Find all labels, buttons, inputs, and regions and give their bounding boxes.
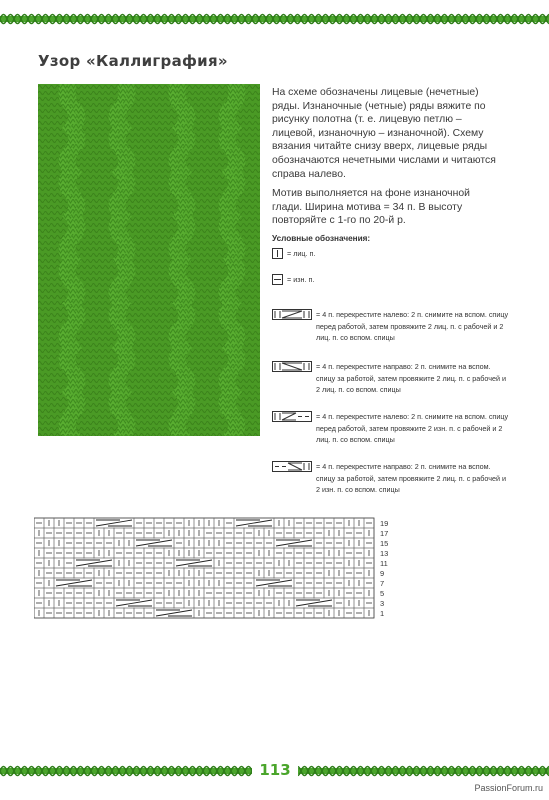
legend-item-cable-right-purl bbox=[272, 461, 511, 496]
row-number: 17 bbox=[380, 529, 389, 538]
cable-4-left-purl-icon bbox=[272, 411, 312, 422]
legend-text: = 4 п. перекрестите направо: 2 п. снимите на вспом. спицу за работой, затем провяжите 2 лиц. п. с рабочей и 2 лиц. п. со вспом. спицы bbox=[316, 362, 507, 394]
row-number: 7 bbox=[380, 579, 385, 588]
knitting-chart bbox=[34, 516, 404, 629]
row-number: 9 bbox=[380, 569, 385, 578]
row-number: 19 bbox=[380, 519, 389, 528]
cable-4-right-knit-icon bbox=[272, 361, 312, 372]
legend-item-cable-right-knit bbox=[272, 361, 511, 396]
row-number: 3 bbox=[380, 599, 385, 608]
knit-stitch-symbol bbox=[272, 248, 283, 259]
legend-text: = 4 п. перекрестите налево: 2 п. снимите на вспом. спицу перед работой, затем провяжите 2 лиц. п. с рабочей и 2 лиц. п. со вспом. спицы bbox=[316, 310, 509, 342]
row-number: 5 bbox=[380, 589, 385, 598]
legend-item-cable-left-purl bbox=[272, 411, 511, 446]
cable-4-left-knit-icon bbox=[272, 309, 312, 320]
legend-title: Условные обозначения: bbox=[272, 234, 371, 243]
pattern-description bbox=[272, 86, 502, 234]
top-decorative-border bbox=[0, 8, 549, 30]
row-number: 1 bbox=[380, 609, 385, 618]
page-title: Узор «Каллиграфия» bbox=[38, 52, 228, 70]
row-number: 13 bbox=[380, 549, 389, 558]
legend-item-knit bbox=[272, 248, 482, 260]
page-number: 113 bbox=[252, 760, 298, 780]
knitting-chart-grid bbox=[34, 516, 404, 624]
legend-text: = изн. п. bbox=[287, 275, 315, 284]
legend-text: = лиц. п. bbox=[287, 249, 316, 258]
watermark: PassionForum.ru bbox=[474, 783, 543, 793]
legend-item-purl bbox=[272, 274, 482, 286]
description-paragraph: На схеме обозначены лицевые (нечетные) ряды. Изнаночные (четные) ряды вяжите по рисунку полотна (т. е. лицевую петлю – лицевой, изнаночную – изнаночной). Схему вязания читайте снизу вверх, лицевые ряды обозначаются нечетными числами и читаются справа налево. bbox=[272, 87, 496, 180]
row-number: 11 bbox=[380, 559, 388, 568]
legend-text: = 4 п. перекрестите направо: 2 п. снимите на вспом. спицу за работой, затем провяжите 2 лиц. п. с рабочей и 2 изн. п. со вспом. спицы bbox=[316, 462, 507, 494]
knitted-swatch-photo bbox=[38, 84, 260, 436]
purl-stitch-symbol bbox=[272, 274, 283, 285]
cable-4-right-purl-icon bbox=[272, 461, 312, 472]
row-number: 15 bbox=[380, 539, 389, 548]
legend-item-cable-left-knit bbox=[272, 309, 511, 344]
description-paragraph: Мотив выполняется на фоне изнаночной глади. Ширина мотива = 34 п. В высоту повторяйте с 1-го по 20-й р. bbox=[272, 188, 470, 227]
legend-text: = 4 п. перекрестите налево: 2 п. снимите на вспом. спицу перед работой, затем провяжите 2 изн. п. с рабочей и 2 лиц. п. со вспом. спицы bbox=[316, 412, 509, 444]
